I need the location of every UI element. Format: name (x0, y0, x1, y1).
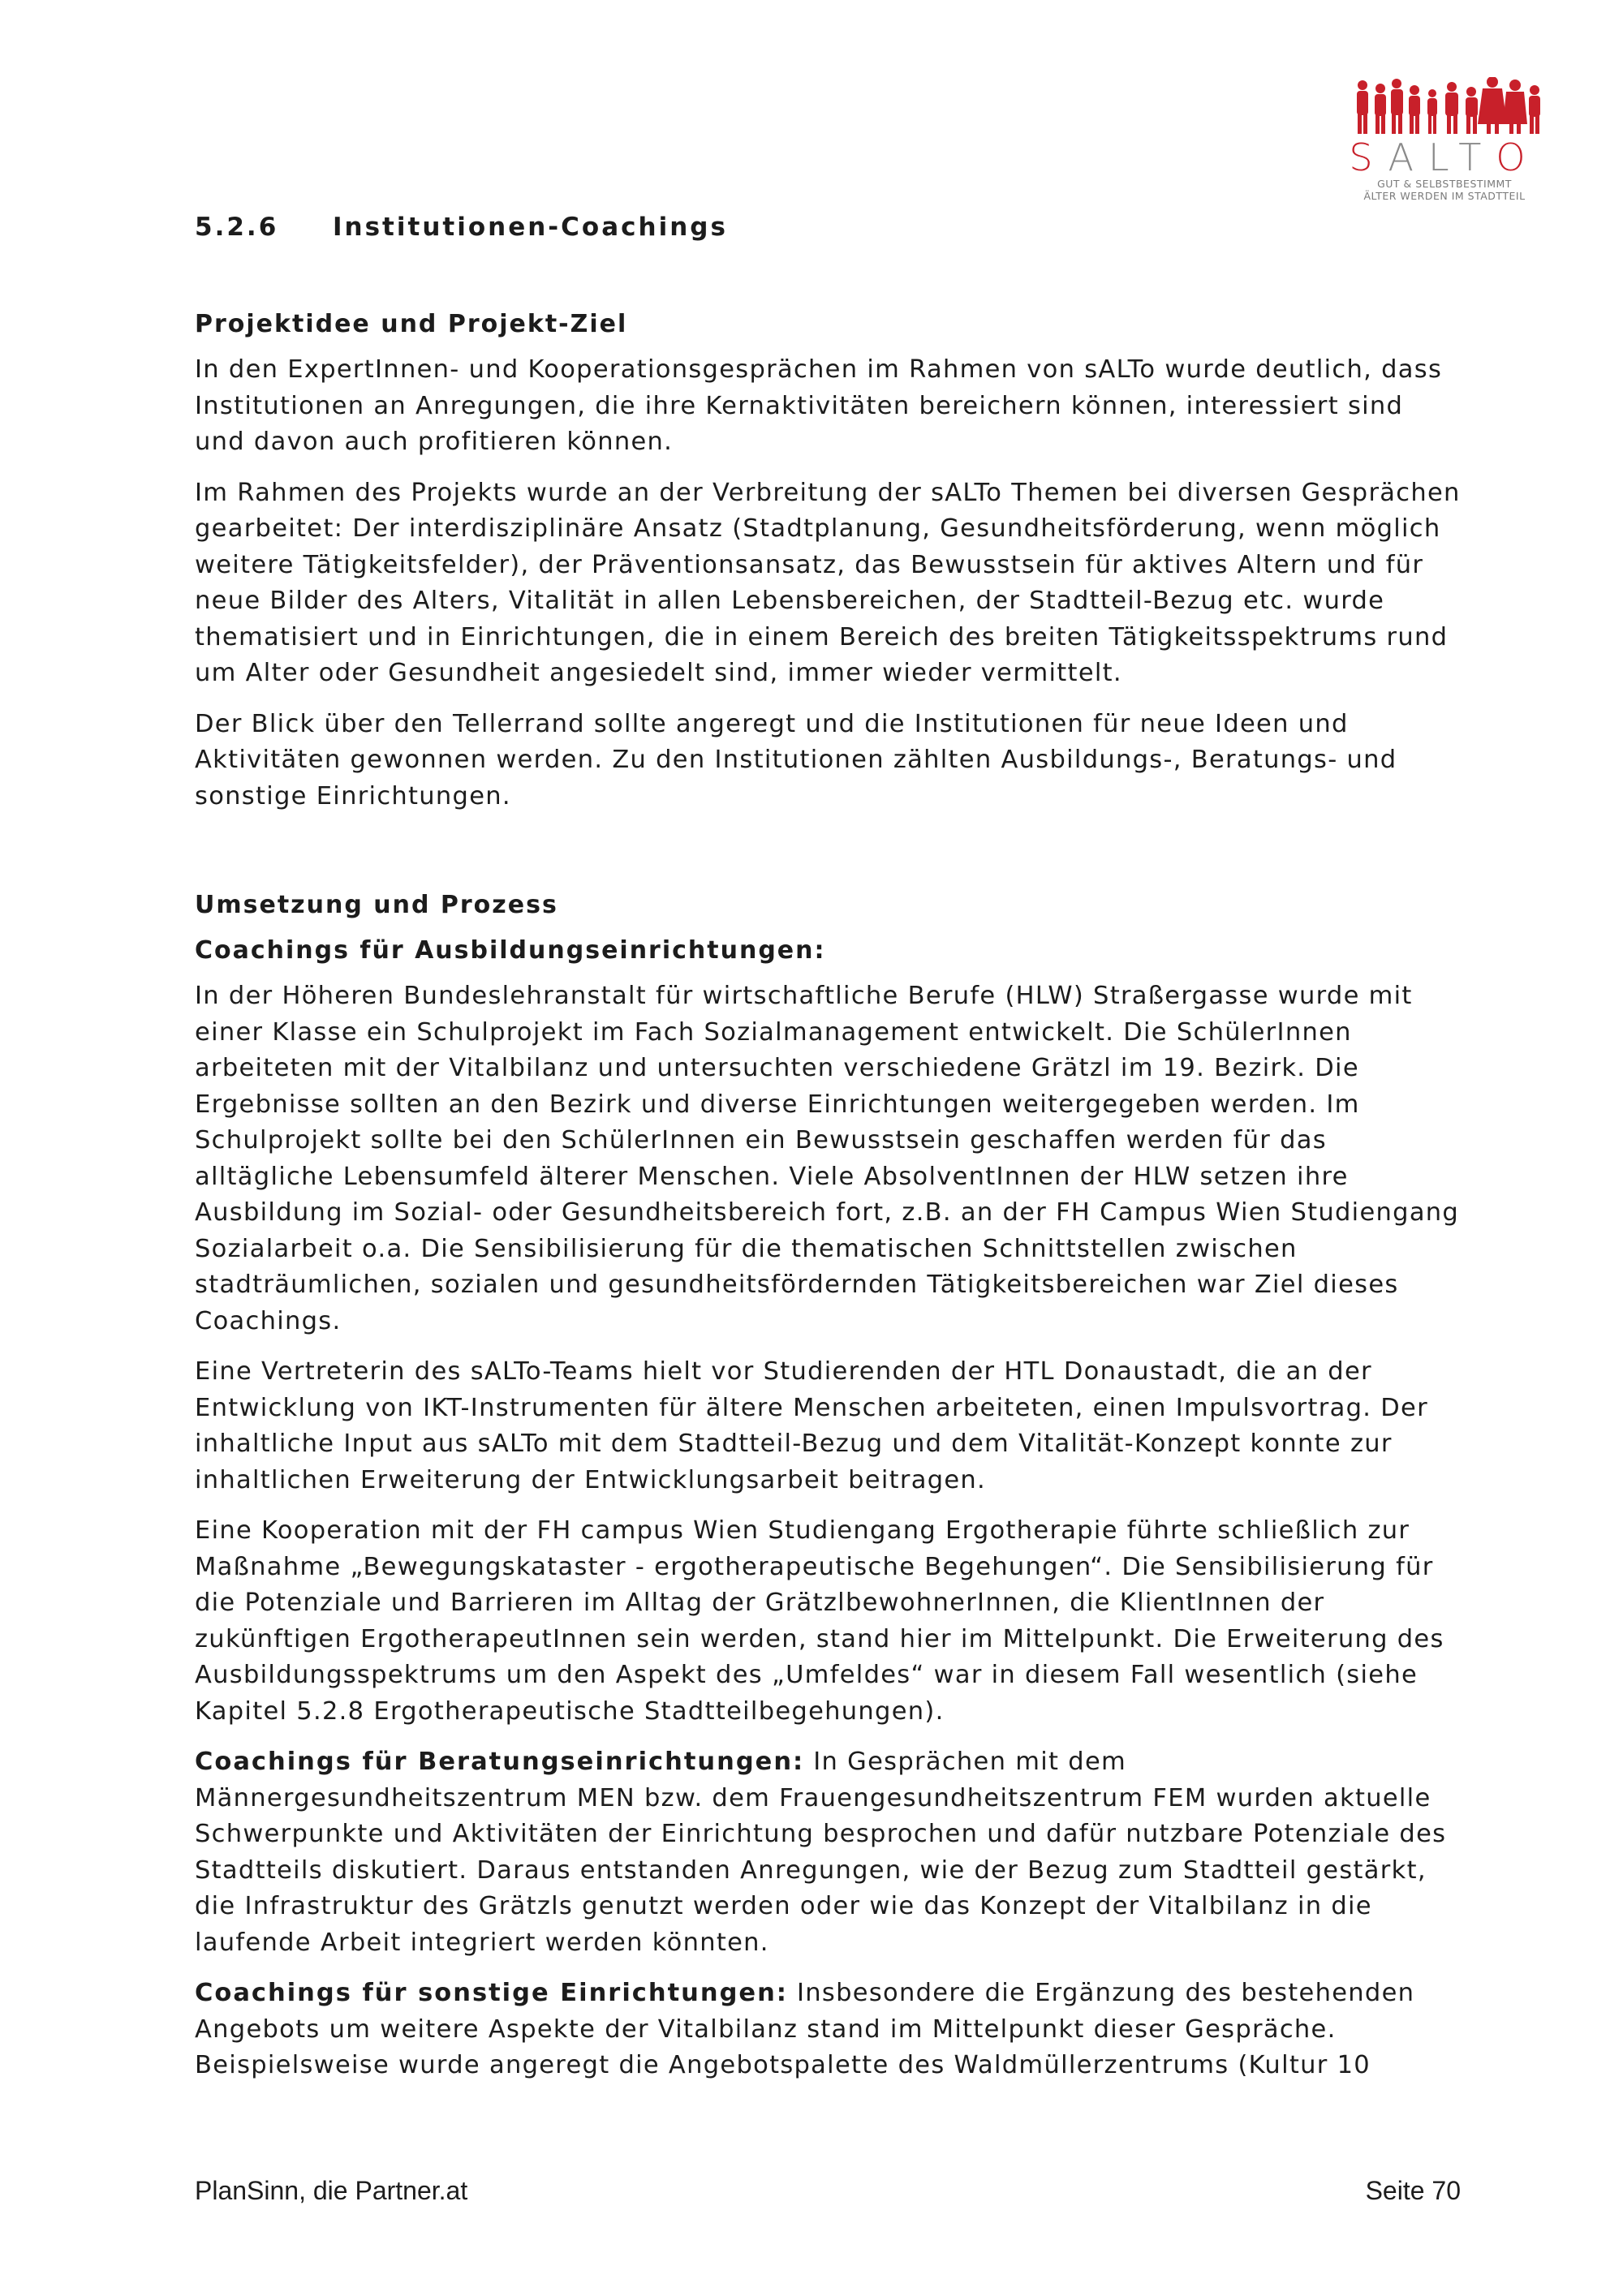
logo-subline-1: GUT & SELBSTBESTIMMT (1377, 178, 1512, 190)
ausbildung-heading: Coachings für Ausbildungseinrichtungen: (195, 936, 826, 965)
paragraph: Im Rahmen des Projekts wurde an der Verbreitung der sALTo Themen bei diversen Gesprächen gearbeitet: Der interdisziplinäre Ansatz (Stadtplanung, Gesundheitsförderung, wenn möglich weitere Tätigkeitsfelder), der Präventionsansatz, das Bewusstsein für aktives Altern und für neue Bilder des Alters, Vitalität in allen Lebensbereichen, der Stadtteil-Bezug etc. wurde thematisiert und in Einrichtungen, die in einem Bereich des breiten Tätigkeitsspektrums rund um Alter oder Gesundheit angesiedelt sind, immer wieder vermittelt. (195, 478, 1461, 687)
sonstige-text: Insbesondere die Ergänzung des bestehenden Angebots um weitere Aspekte der Vitalbilanz stand im Mittelpunkt dieser Gespräche. Beispielsweise wurde angeregt die Angebotspalette des Waldmüllerzentrums (Kultur 10 (195, 1979, 1415, 2079)
umsetzung-heading: Umsetzung und Prozess (195, 891, 558, 919)
logo-subline-2: ÄLTER WERDEN IM STADTTEIL (1363, 190, 1526, 202)
sonstige-paragraph (195, 1976, 1461, 2084)
salto-logo (1343, 77, 1546, 207)
page-content (195, 211, 1461, 2099)
paragraph: Der Blick über den Tellerrand sollte angeregt und die Institutionen für neue Ideen und Aktivitäten gewonnen werden. Zu den Institutionen zählten Ausbildungs-, Beratungs- und sonstige Einrichtungen. (195, 709, 1397, 810)
section-number: 5.2.6 (195, 213, 279, 242)
beratung-paragraph (195, 1744, 1461, 1961)
paragraph: In den ExpertInnen- und Kooperationsgesprächen im Rahmen von sALTo wurde deutlich, dass Institutionen an Anregungen, die ihre Kernaktivitäten bereichern können, interessiert sind und davon auch profitieren können. (195, 355, 1443, 456)
section-heading (195, 211, 1461, 243)
projektidee-heading: Projektidee und Projekt-Ziel (195, 310, 628, 338)
sonstige-label: Coachings für sonstige Einrichtungen: (195, 1979, 789, 2007)
paragraph: Eine Kooperation mit der FH campus Wien Studiengang Ergotherapie führte schließlich zur Maßnahme „Bewegungskataster - ergotherapeutische Begehungen“. Die Sensibilisierung für die Potenziale und Barrieren im Alltag der GrätzlbewohnerInnen, die KlientInnen der zukünftigen ErgotherapeutInnen sein werden, stand hier im Mittelpunkt. Die Erweiterung des Ausbildungsspektrums um den Aspekt des „Umfeldes“ war in diesem Fall wesentlich (siehe Kapitel 5.2.8 Ergotherapeutische Stadtteilbegehungen). (195, 1516, 1444, 1726)
footer-publisher: PlanSinn, die Partner.at (195, 2176, 468, 2205)
page-number: Seite 70 (1365, 2176, 1461, 2205)
logo-wordmark: SALTO (1349, 135, 1540, 179)
beratung-text: In Gesprächen mit dem Männergesundheitszentrum MEN bzw. dem Frauengesundheitszentrum FEM wurden aktuelle Schwerpunkte und Aktivitäten der Einrichtung besprochen und dafür nutzbare Potenziale des Stadtteils diskutiert. Daraus entstanden Anregungen, wie der Bezug zum Stadtteil gestärkt, die Infrastruktur des Grätzls genutzt werden oder wie das Konzept der Vitalbilanz in die laufende Arbeit integriert werden könnten. (195, 1748, 1447, 1957)
beratung-label: Coachings für Beratungseinrichtungen: (195, 1748, 805, 1776)
paragraph: Eine Vertreterin des sALTo-Teams hielt vor Studierenden der HTL Donaustadt, die an der Entwicklung von IKT-Instrumenten für ältere Menschen arbeiteten, einen Impulsvortrag. Der inhaltliche Input aus sALTo mit dem Stadtteil-Bezug und dem Vitalität-Konzept konnte zur inhaltlichen Erweiterung der Entwicklungsarbeit beitragen. (195, 1357, 1428, 1494)
section-title: Institutionen-Coachings (333, 213, 728, 242)
paragraph: In der Höheren Bundeslehranstalt für wirtschaftliche Berufe (HLW) Straßergasse wurde mit einer Klasse ein Schulprojekt im Fach Sozialmanagement entwickelt. Die SchülerInnen arbeiteten mit der Vitalbilanz und untersuchten verschiedene Grätzl im 19. Bezirk. Die Ergebnisse sollten an den Bezirk und diverse Einrichtungen weitergegeben werden. Im Schulprojekt sollte bei den SchülerInnen ein Bewusstsein geschaffen werden für das alltägliche Lebensumfeld älterer Menschen. Viele AbsolventInnen der HLW setzen ihre Ausbildung im Sozial- oder Gesundheitsbereich fort, z.B. an der FH Campus Wien Studiengang Sozialarbeit o.a. Die Sensibilisierung für die thematischen Schnittstellen zwischen stadträumlichen, sozialen und gesundheitsfördernden Tätigkeitsbereichen war Ziel dieses Coachings. (195, 982, 1460, 1335)
